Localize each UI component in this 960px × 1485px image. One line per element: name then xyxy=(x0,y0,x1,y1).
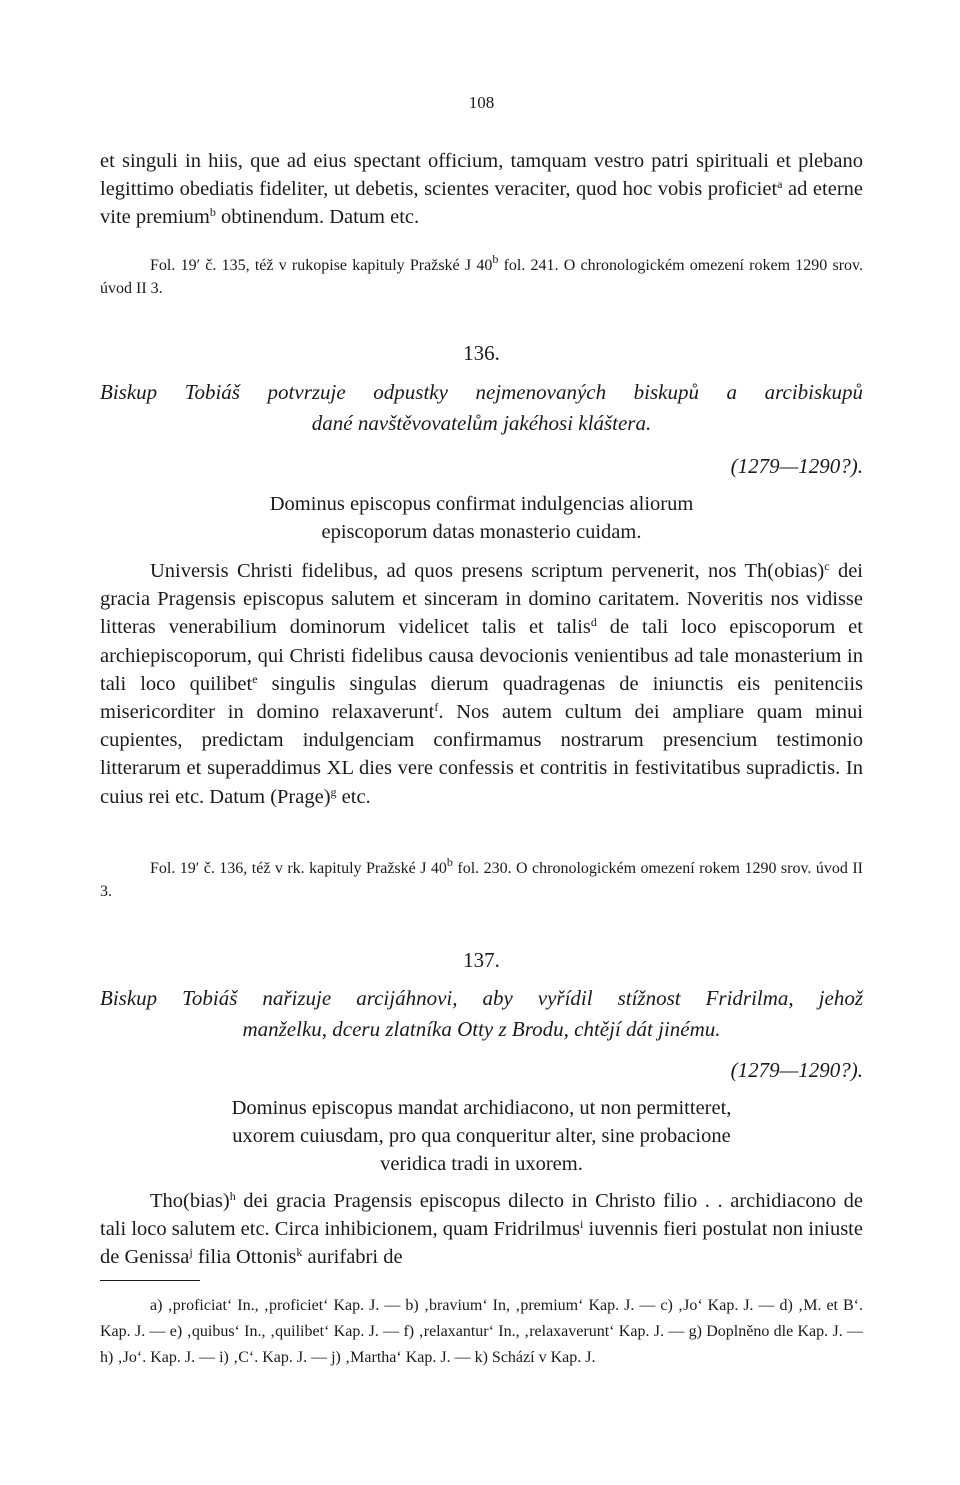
rubric-137-line2: manželku, dceru zlatníka Otty z Brodu, chtějí dát jinému. xyxy=(242,1017,721,1041)
date-137: (1279—1290?). xyxy=(730,1058,863,1082)
rubric-137-line1: Biskup Tobiáš nařizuje arcijáhnovi, aby vyřídil stížnost Fridrilma, jehož xyxy=(100,986,863,1010)
regest-136-line2: episcoporum datas monasterio cuidam. xyxy=(321,521,642,543)
rubric-136-line1: Biskup Tobiáš potvrzuje odpustky nejmenovaných biskupů a arcibiskupů xyxy=(100,380,863,404)
footnote-ref-g: g xyxy=(330,784,337,799)
footnote-ref-a: a xyxy=(777,177,783,192)
page-number: 108 xyxy=(468,93,495,112)
footnote-ref-h: h xyxy=(229,1189,236,1203)
note-135: Fol. 19′ č. 135, též v rukopise kapituly Pražské J 40$^b$ fol. 241. O chronologickém omezení rokem 1290 srov. úvod II 3. xyxy=(100,252,863,297)
date-136: (1279—1290?). xyxy=(730,454,863,478)
continued-paragraph: et singuli in hiis, que ad eius spectant officium, tamquam vestro patri spirituali et plebano legittimo obediatis fideliter, ut debetis, scientes veraciter, quod hoc vobis proficiet$^a$ ad eterne vite premium$^b$ obtinendum. Datum etc. xyxy=(100,150,863,229)
document-number-136: 136. xyxy=(463,341,500,365)
footnote-ref-i: i xyxy=(580,1217,584,1232)
footnote-ref-b: b xyxy=(209,205,216,220)
footnote-ref-k: k xyxy=(296,1245,303,1260)
footnotes: a) ‚proficiat‘ In., ‚proficiet‘ Kap. J. — b) ‚bravium‘ In, ‚premium‘ Kap. J. — c) ‚Jo‘ Kap. J. — d) ‚M. et B‘. Kap. J. — e) ‚quibus‘ In., ‚quilibet‘ Kap. J. — f) ‚relaxantur‘ In., ‚relaxaverunt‘ Kap. J. — g) Doplněno dle Kap. J. — h) ‚Jo‘. Kap. J. — i) ‚C‘. Kap. J. — j) ‚Martha‘ Kap. J. — k) Schází v Kap. J. xyxy=(100,1297,863,1366)
footnote-ref-j: j xyxy=(189,1245,193,1260)
footnote-ref-c: c xyxy=(824,559,830,573)
rubric-136-line2: dané navštěvovatelům jakéhosi kláštera. xyxy=(311,411,652,435)
text-136: Universis Christi fidelibus, ad quos presens scriptum pervenerit, nos Th(obias)$^c$ dei gracia Pragensis episcopus salutem et sinceram in domino caritatem. Noveritis nos vidisse litteras venerabilium dominorum videlicet talis et talis$^d$ de tali loco episcoporum et archiepiscoporum, qui Christi fidelibus causa devocionis venientibus ad tale monasterium in tali loco quilibet$^e$ singulis singulas dierum quadragenas de iniunctis eis penitenciis misericorditer in domino relaxaverunt$^f$. Nos autem cultum dei ampliare quam minui cupientes, predictam indulgenciam confirmamus nostrarum presencium testimonio litterarum et superaddimus XL dies vere confessis et contritis in festivitatibus supradictis. In cuius rei etc. Datum (Prage)$^g$ etc. xyxy=(100,559,863,808)
note-136: Fol. 19′ č. 136, též v rk. kapituly Pražské J 40$^b$ fol. 230. O chronologickém omezení rokem 1290 srov. úvod II 3. xyxy=(100,855,864,900)
footnote-ref-f: f xyxy=(434,700,439,715)
regest-136-line1: Dominus episcopus confirmat indulgencias aliorum xyxy=(269,493,694,515)
document-number-137: 137. xyxy=(463,948,500,972)
footnote-ref-e: e xyxy=(252,671,258,686)
footnote-separator xyxy=(100,1280,200,1281)
regest-137-line2: uxorem cuiusdam, pro qua conqueritur alter, sine probacione xyxy=(232,1125,731,1147)
regest-137-line3: veridica tradi in uxorem. xyxy=(380,1153,583,1175)
text-137: Tho(bias)$^h$ dei gracia Pragensis episcopus dilecto in Christo filio . . archidiacono de tali loco salutem etc. Circa inhibicionem, quam Fridrilmus$^i$ iuvennis fieri postulat non iniuste de Genissa$^j$ filia Ottonis$^k$ aurifabri de xyxy=(100,1189,863,1269)
footnote-ref-d: d xyxy=(590,615,597,630)
regest-137-line1: Dominus episcopus mandat archidiacono, ut non permitteret, xyxy=(231,1097,732,1119)
